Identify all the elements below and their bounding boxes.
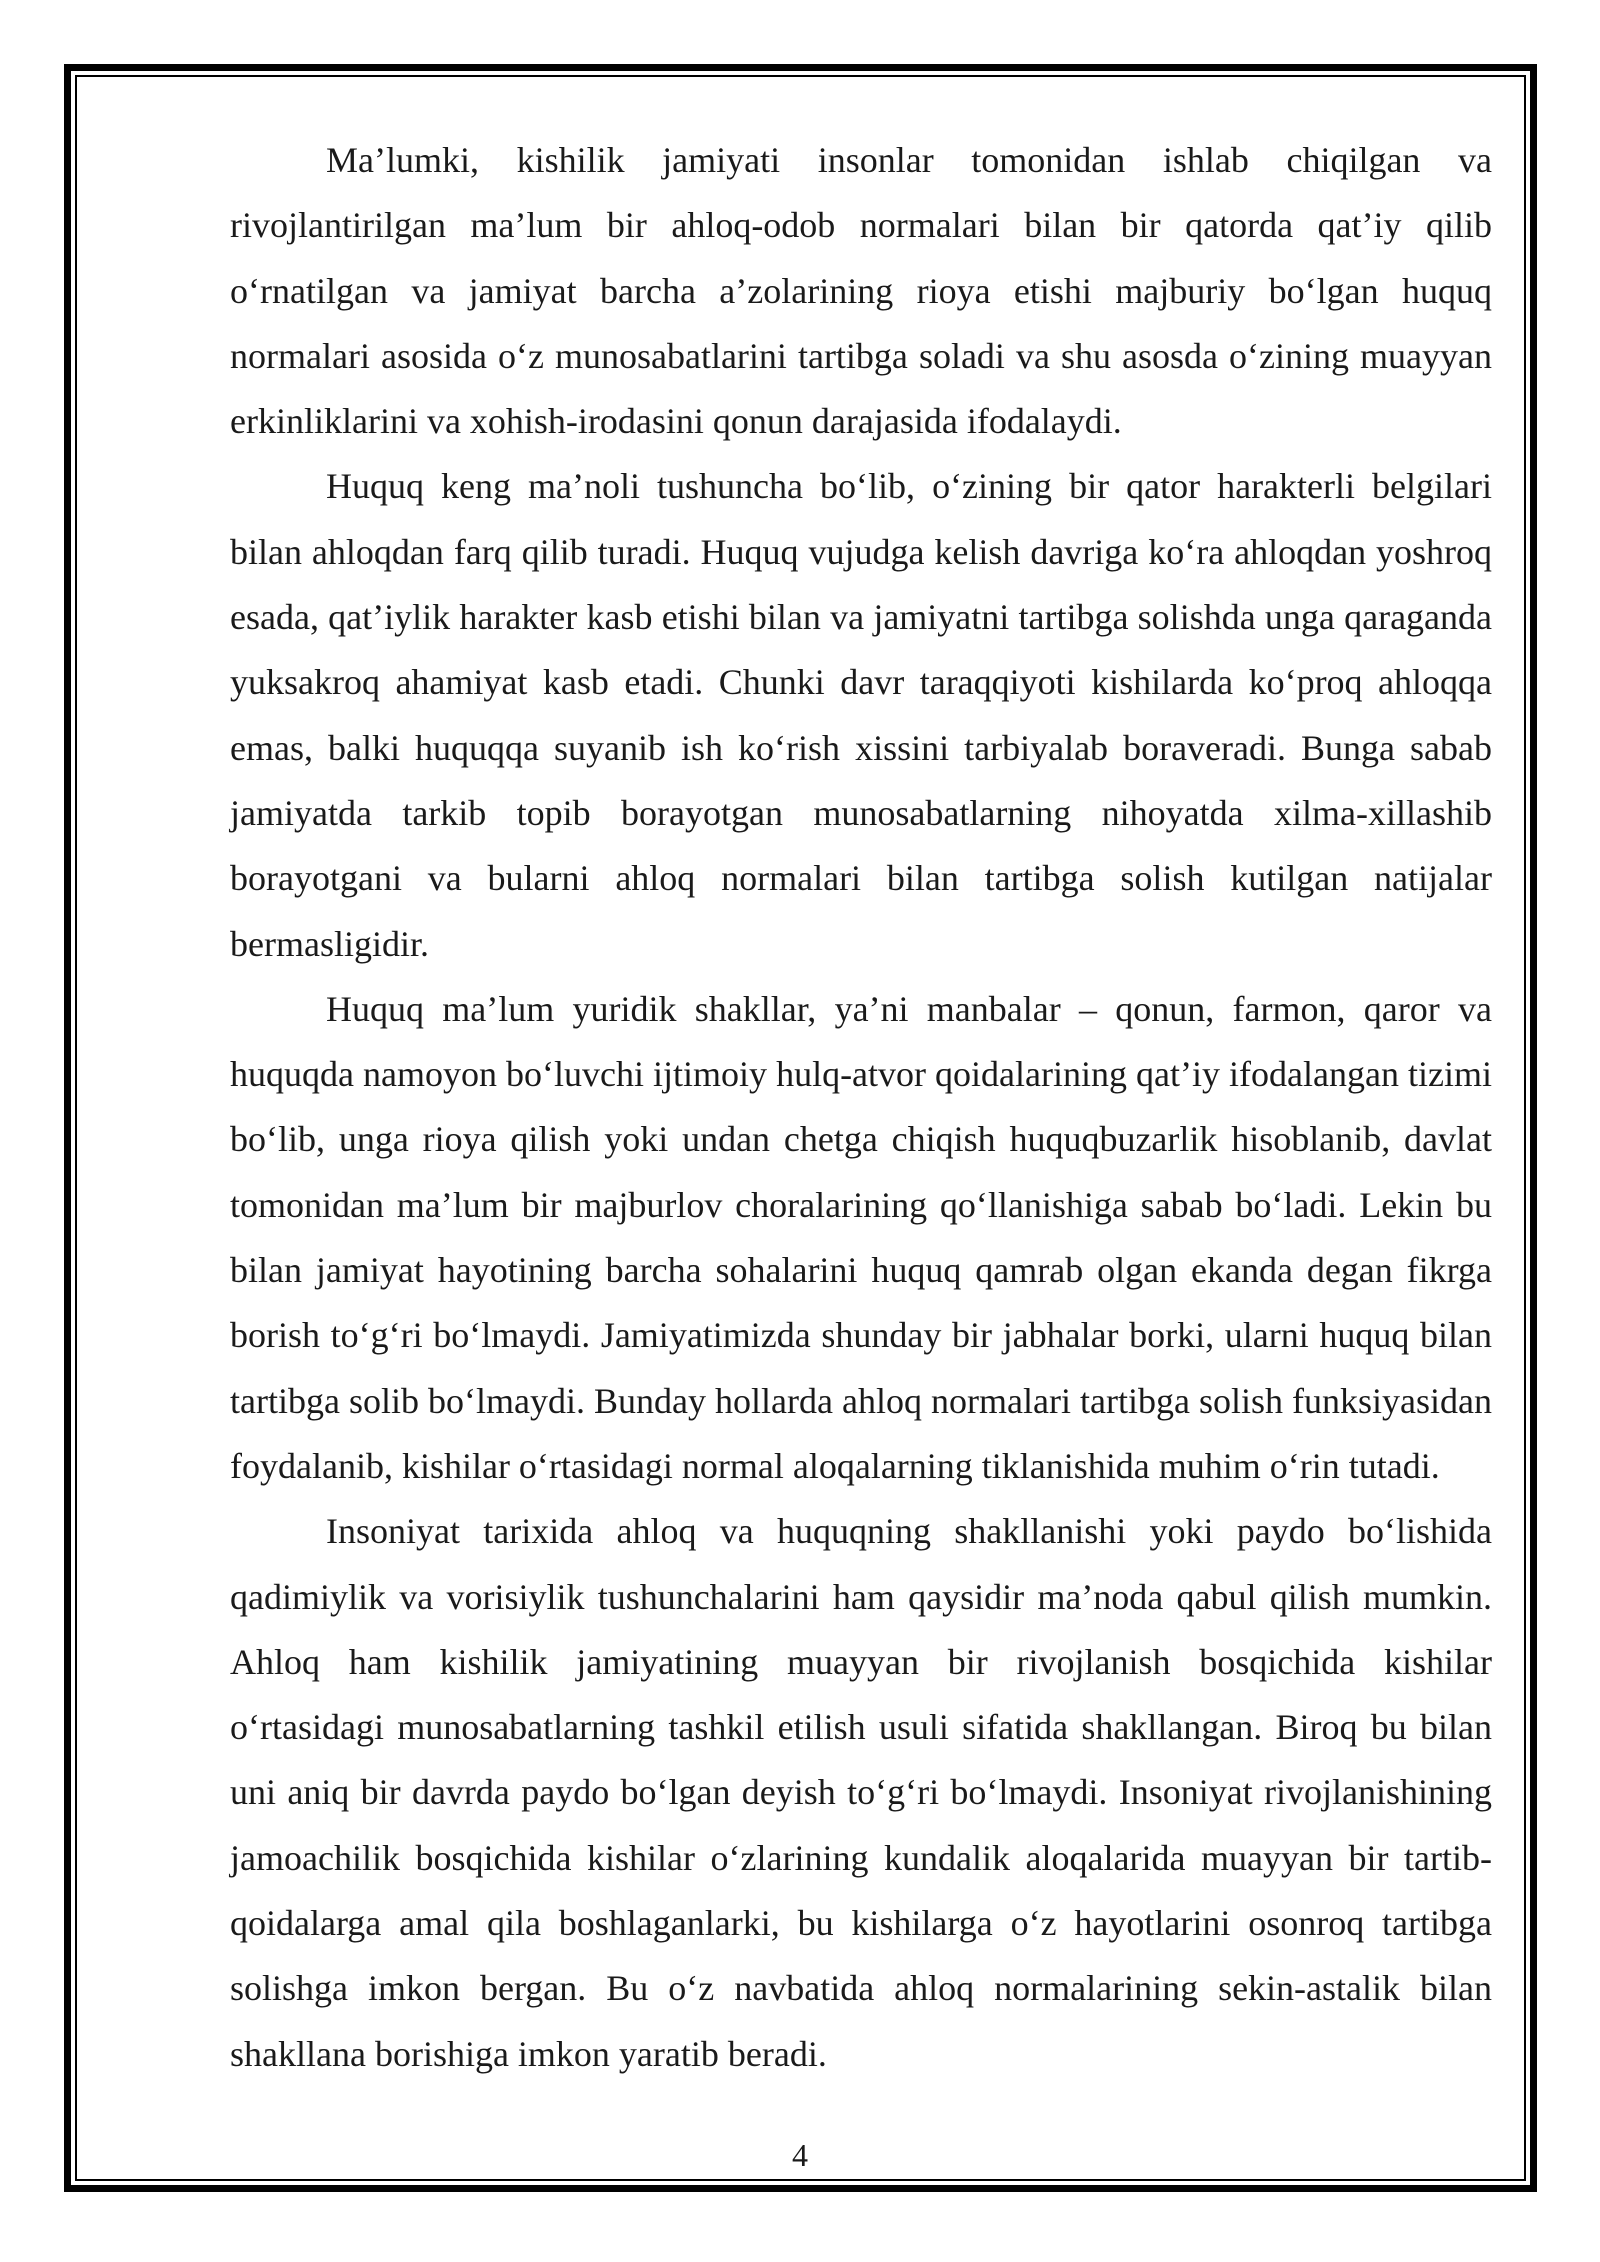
paragraph: Insoniyat tarixida ahloq va huquqning shakllanishi yoki paydo bo‘lishida qadimiylik va vorisiylik tushunchalarini ham qaysidir ma’noda qabul qilish mumkin. Ahloq ham kishilik jamiyatining muayyan bir rivojlanish bosqichida kishilar o‘rtasidagi munosabatlarning tashkil etilish usuli sifatida shakllangan. Biroq bu bilan uni aniq bir davrda paydo bo‘lgan deyish to‘g‘ri bo‘lmaydi. Insoniyat rivojlanishining jamoachilik bosqichida kishilar o‘zlarining kundalik aloqalarida muayyan bir tartib-qoidalarga amal qila boshlaganlarki, bu kishilarga o‘z hayotlarini osonroq tartibga solishga imkon bergan. Bu o‘z navbatida ahloq normalarining sekin-astalik bilan shakllana borishiga imkon yaratib beradi. xyxy=(230,1511,1492,2074)
paragraph: Huquq keng ma’noli tushuncha bo‘lib, o‘zining bir qator harakterli belgilari bilan ahloqdan farq qilib turadi. Huquq vujudga kelish davriga ko‘ra ahloqdan yoshroq esada, qat’iylik harakter kasb etishi bilan va jamiyatni tartibga solishda unga qaraganda yuksakroq ahamiyat kasb etadi. Chunki davr taraqqiyoti kishilarda ko‘proq ahloqqa emas, balki huquqqa suyanib ish ko‘rish xissini tarbiyalab boraveradi. Bunga sabab jamiyatda tarkib topib borayotgan munosabatlarning nihoyatda xilma-xillashib borayotgani va bularni ahloq normalari bilan tartibga solish kutilgan natijalar bermasligidir. xyxy=(230,466,1492,964)
paragraph: Huquq ma’lum yuridik shakllar, ya’ni manbalar – qonun, farmon, qaror va huquqda namoyon bo‘luvchi ijtimoiy hulq-atvor qoidalarining qat’iy ifodalangan tizimi bo‘lib, unga rioya qilish yoki undan chetga chiqish huquqbuzarlik hisoblanib, davlat tomonidan ma’lum bir majburlov choralarining qo‘llanishiga sabab bo‘ladi. Lekin bu bilan jamiyat hayotining barcha sohalarini huquq qamrab olgan ekanda degan fikrga borish to‘g‘ri bo‘lmaydi. Jamiyatimizda shunday bir jabhalar borki, ularni huquq bilan tartibga solib bo‘lmaydi. Bunday hollarda ahloq normalari tartibga solish funksiyasidan foydalanib, kishilar o‘rtasidagi normal aloqalarning tiklanishida muhim o‘rin tutadi. xyxy=(230,988,1492,1486)
paragraph: Ma’lumki, kishilik jamiyati insonlar tomonidan ishlab chiqilgan va rivojlantirilgan ma’lum bir ahloq-odob normalari bilan bir qatorda qat’iy qilib o‘rnatilgan va jamiyat barcha a’zolarining rioya etishi majburiy bo‘lgan huquq normalari asosida o‘z munosabatlarini tartibga soladi va shu asosda o‘zining muayyan erkinliklarini va xohish-irodasini qonun darajasida ifodalaydi. xyxy=(230,140,1492,442)
page-number: 4 xyxy=(792,2137,808,2173)
document-body xyxy=(230,128,1492,2087)
